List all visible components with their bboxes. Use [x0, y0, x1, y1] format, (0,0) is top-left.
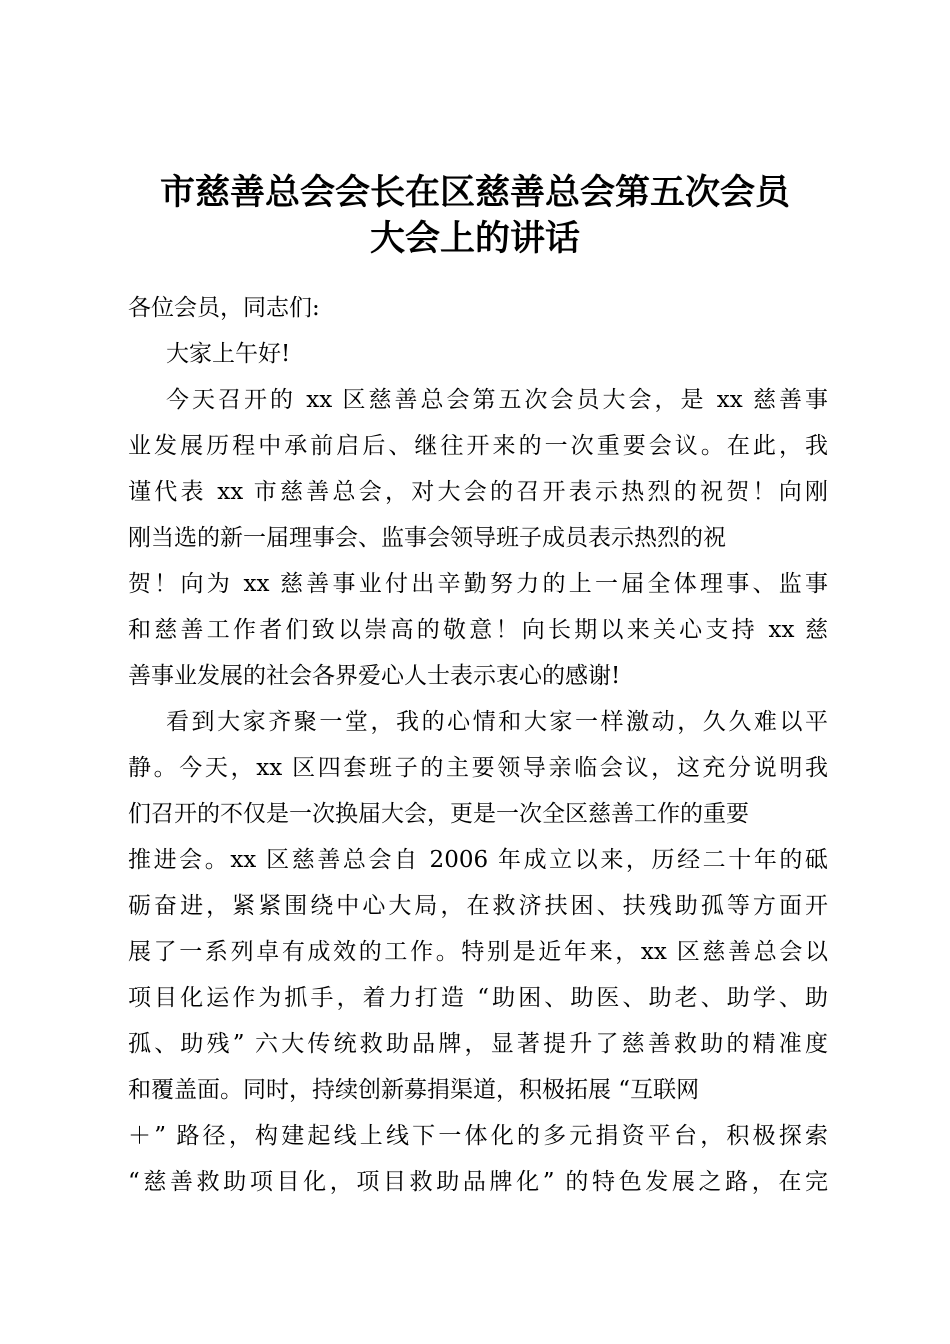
body-line: 孤、助残” 六大传统救助品牌，显著提升了慈善救助的精准度: [128, 1031, 828, 1057]
body-line: 谨代表 xx 市慈善总会，对大会的召开表示热烈的祝贺！向刚: [128, 479, 828, 505]
body-line: 今天召开的 xx 区慈善总会第五次会员大会，是 xx 慈善事: [166, 387, 828, 413]
body-line: ＋” 路径，构建起线上线下一体化的多元捐资平台，积极探索: [128, 1123, 828, 1149]
greeting: 大家上午好!: [166, 341, 291, 367]
document-title-line-2: 大会上的讲话: [369, 219, 580, 259]
body-line: 展了一系列卓有成效的工作。特别是近年来，xx 区慈善总会以: [128, 939, 828, 965]
body-line: 善事业发展的社会各界爱心人士表示衷心的感谢!: [128, 663, 621, 689]
document-title-line-1: 市慈善总会会长在区慈善总会第五次会员: [159, 173, 790, 213]
body-line: 贺！向为 xx 慈善事业付出辛勤努力的上一届全体理事、监事: [128, 571, 828, 597]
body-line: 和慈善工作者们致以崇高的敬意！向长期以来关心支持 xx 慈: [128, 617, 828, 643]
body-line: 们召开的不仅是一次换届大会，更是一次全区慈善工作的重要: [128, 801, 749, 827]
salutation: 各位会员，同志们:: [128, 295, 320, 321]
body-line: 推进会。xx 区慈善总会自 2006 年成立以来，历经二十年的砥: [128, 847, 828, 873]
body-line: 业发展历程中承前启后、继往开来的一次重要会议。在此，我: [128, 433, 828, 459]
body-line: “慈善救助项目化，项目救助品牌化” 的特色发展之路，在完: [128, 1169, 828, 1195]
body-line: 看到大家齐聚一堂，我的心情和大家一样激动，久久难以平: [166, 709, 828, 735]
body-line: 静。今天，xx 区四套班子的主要领导亲临会议，这充分说明我: [128, 755, 828, 781]
body-line: 砺奋进，紧紧围绕中心大局，在救济扶困、扶残助孤等方面开: [128, 893, 828, 919]
body-line: 刚当选的新一届理事会、监事会领导班子成员表示热烈的祝: [128, 525, 726, 551]
body-line: 项目化运作为抓手，着力打造 “助困、助医、助老、助学、助: [128, 985, 828, 1011]
body-line: 和覆盖面。同时，持续创新募捐渠道，积极拓展 “互联网: [128, 1077, 700, 1103]
